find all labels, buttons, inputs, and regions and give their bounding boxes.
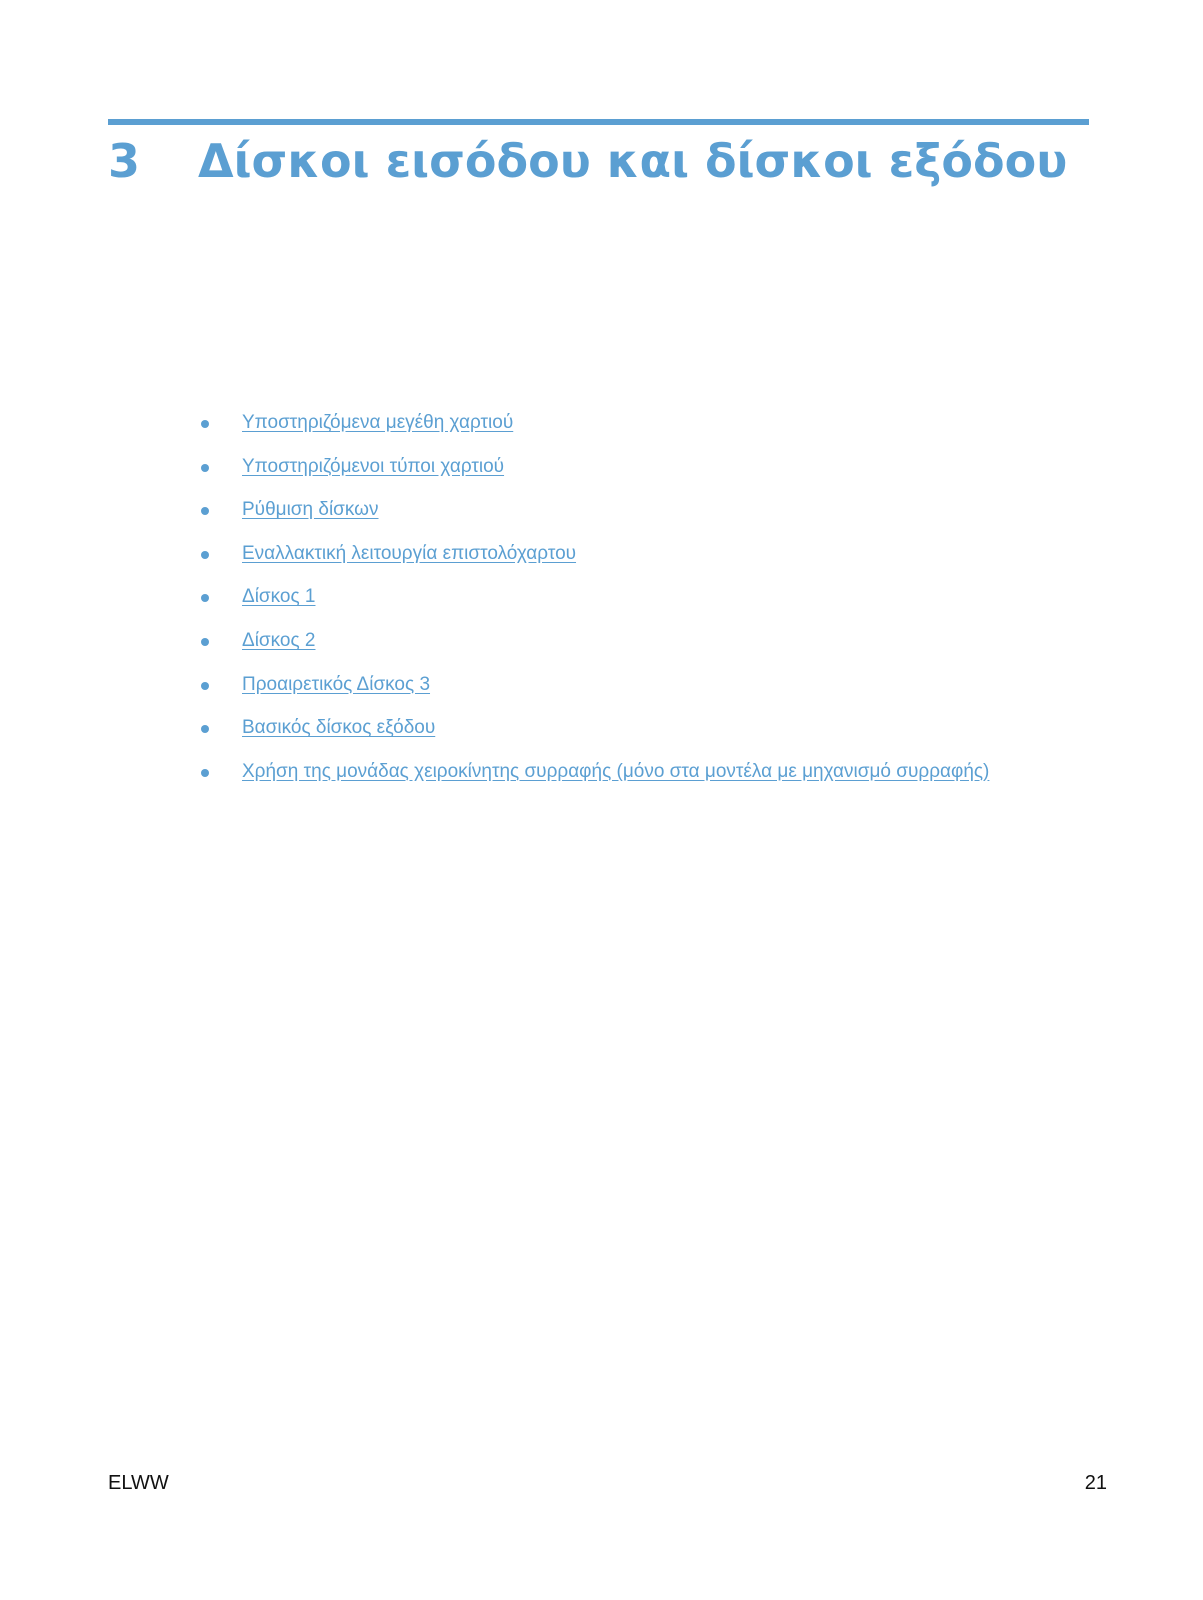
bullet-icon bbox=[201, 420, 209, 428]
toc-link-supported-paper-sizes[interactable]: Υποστηριζόμενα μεγέθη χαρτιού bbox=[242, 412, 514, 433]
toc-item bbox=[195, 539, 989, 583]
bullet-icon bbox=[201, 725, 209, 733]
chapter-title: Δίσκοι εισόδου και δίσκοι εξόδου bbox=[198, 134, 1068, 188]
bullet-icon bbox=[201, 594, 209, 602]
toc-item bbox=[195, 495, 989, 539]
bullet-icon bbox=[201, 638, 209, 646]
chapter-heading bbox=[108, 128, 1067, 194]
toc-item bbox=[195, 582, 989, 626]
bullet-icon bbox=[201, 464, 209, 472]
toc-link-tray-2[interactable]: Δίσκος 2 bbox=[242, 629, 316, 651]
toc-link-tray-1[interactable]: Δίσκος 1 bbox=[242, 586, 316, 608]
toc-link-standard-output-bin[interactable]: Βασικός δίσκος εξόδου bbox=[242, 717, 436, 739]
footer-doc-code: ELWW bbox=[108, 1472, 169, 1494]
footer-page-number: 21 bbox=[1084, 1472, 1107, 1494]
bullet-icon bbox=[201, 551, 209, 559]
chapter-rule bbox=[108, 119, 1089, 125]
toc-link-tray-setup[interactable]: Ρύθμιση δίσκων bbox=[242, 499, 379, 521]
toc-link-optional-tray-3[interactable]: Προαιρετικός Δίσκος 3 bbox=[242, 673, 431, 695]
chapter-number: 3 bbox=[108, 134, 141, 188]
bullet-icon bbox=[201, 682, 209, 690]
toc-item bbox=[195, 452, 989, 496]
toc-item bbox=[195, 670, 989, 714]
toc-item bbox=[195, 713, 989, 757]
toc-item bbox=[195, 626, 989, 670]
bullet-icon bbox=[201, 769, 209, 777]
toc-link-supported-paper-types[interactable]: Υποστηριζόμενοι τύποι χαρτιού bbox=[242, 455, 505, 477]
toc-link-manual-stapler[interactable]: Χρήση της μονάδας χειροκίνητης συρραφής (μόνο στα μοντέλα με μηχανισμό συρραφής) bbox=[242, 760, 990, 782]
toc-item bbox=[195, 408, 989, 452]
bullet-icon bbox=[201, 507, 209, 515]
toc-item bbox=[195, 757, 989, 801]
toc-link-alternative-letterhead-mode[interactable]: Εναλλακτική λειτουργία επιστολόχαρτου bbox=[242, 542, 577, 564]
chapter-toc-list bbox=[195, 408, 989, 800]
